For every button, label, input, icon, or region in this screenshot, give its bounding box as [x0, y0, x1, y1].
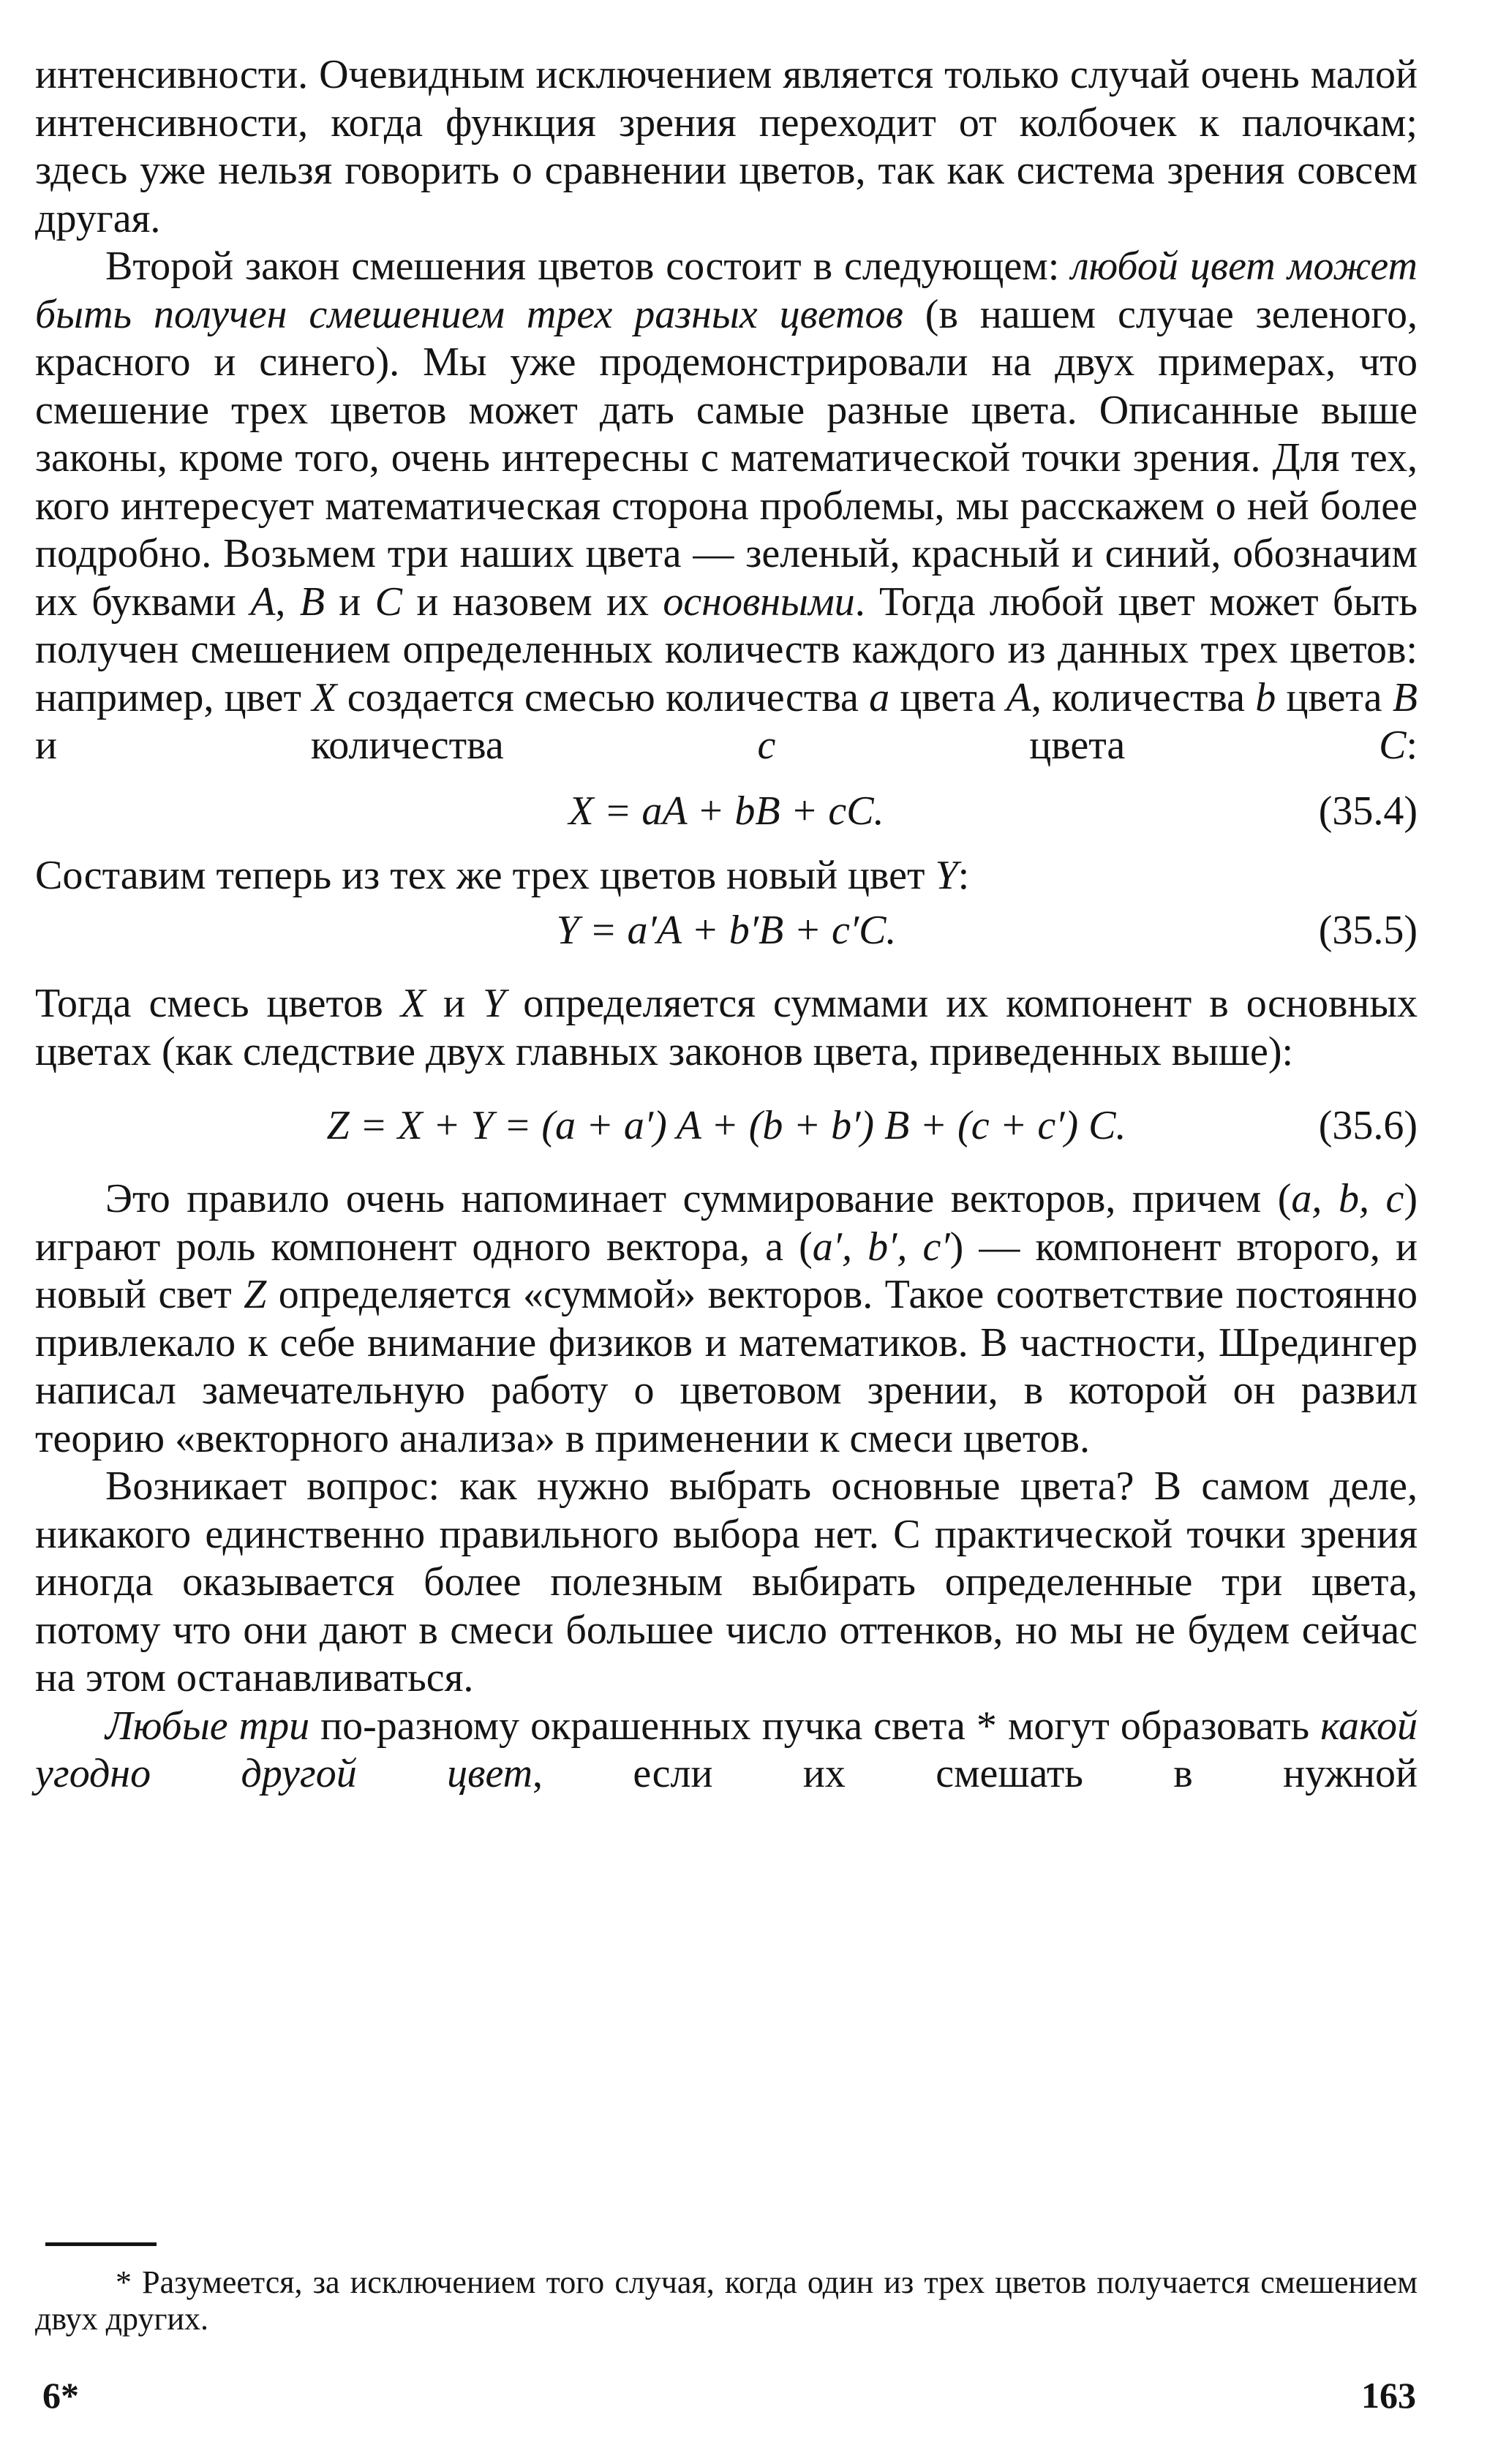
page-body: [35, 51, 1418, 1798]
equation-expression: Y = a′A + b′B + c′C.: [556, 908, 897, 953]
page-number: 163: [1361, 2375, 1416, 2416]
equation-number: (35.5): [1318, 908, 1418, 953]
footnote: * Разумеется, за исключением того случая, когда один из трех цветов получается смешением двух других.: [35, 2264, 1418, 2337]
paragraph-4: Тогда смесь цветов X и Y определяется суммами их компонент в основных цветах (как следствие двух главных законов цвета, приведенных выше):: [35, 981, 1418, 1074]
paragraph-2: Второй закон смешения цветов состоит в следующем: любой цвет может быть получен смешением трех разных цветов (в нашем случае зеленого, красного и синего). Мы уже продемонстрировали на двух примерах, что смешение трех цветов может дать самые разные цвета. Описанные выше законы, кроме того, очень интересны с математической точки зрения. Для тех, кого интересует математическая сторона проблемы, мы расскажем о ней более подробно. Возьмем три наших цвета — зеленый, красный и синий, обозначим их буквами A, B и C и назовем их основными. Тогда любой цвет может быть получен смешением определенных количеств каждого из данных трех цветов: например, цвет X создается смесью количества a цвета A, количества b цвета B и количества c цвета C:: [35, 244, 1418, 768]
paragraph-6: Возникает вопрос: как нужно выбрать основные цвета? В самом деле, никакого единственно правильного выбора нет. С практической точки зрения иногда оказывается более полезным выбирать определенные три цвета, потому что они дают в смеси большее число оттенков, но мы не будем сейчас на этом останавливаться.: [35, 1463, 1418, 1700]
footnote-rule: [45, 2242, 157, 2246]
paragraph-7: Любые три по-разному окрашенных пучка света * могут образовать какой угодно другой цвет, если их смешать в нужной: [35, 1703, 1418, 1796]
equation-number: (35.6): [1318, 1103, 1418, 1148]
signature-mark: 6*: [42, 2375, 79, 2416]
equation-35-4: [35, 780, 1418, 842]
equation-expression: X = aA + bB + cC.: [568, 788, 884, 834]
equation-number: (35.4): [1318, 788, 1418, 834]
paragraph-1: интенсивности. Очевидным исключением является только случай очень малой интенсивности, когда функция зрения переходит от колбочек к палочкам; здесь уже нельзя говорить о сравнении цветов, так как система зрения совсем другая.: [35, 52, 1418, 241]
paragraph-3: Составим теперь из тех же трех цветов новый цвет Y:: [35, 852, 970, 898]
equation-35-6: [35, 1095, 1418, 1156]
equation-expression: Z = X + Y = (a + a′) A + (b + b′) B + (c + c′) C.: [326, 1103, 1126, 1148]
equation-35-5: [35, 900, 1418, 961]
paragraph-5: Это правило очень напоминает суммирование векторов, причем (a, b, c) играют роль компонент одного вектора, а (a′, b′, c′) — компонент второго, и новый свет Z определяется «суммой» векторов. Такое соответствие постоянно привлекало к себе внимание физиков и математиков. В частности, Шредингер написал замечательную работу о цветовом зрении, в которой он развил теорию «векторного анализа» в применении к смеси цветов.: [35, 1176, 1418, 1461]
